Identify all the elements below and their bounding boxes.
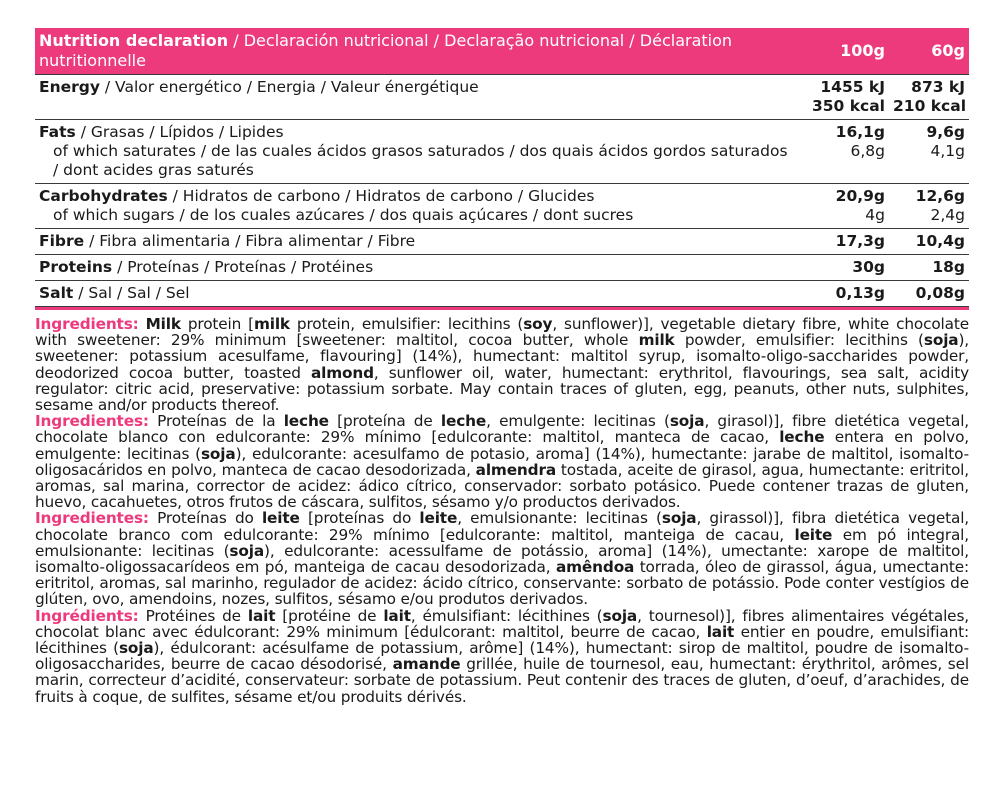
ingredient-text: grillée, huile de tournesol, eau, humectant: érythritol, arômes, sel marin, correcteur d’acidité, conservateur: sorbate de potassium. Peut contenir des traces de gluten, d’oeuf, d’arachides, de fruits à coque, de sulfites, sésame et/ou produits dérivés.: [35, 655, 969, 706]
ingredients-label: Ingredients:: [35, 315, 139, 333]
sugars-label: of which sugars / de los cuales azúcares / dos quais açúcares / dont sucres: [53, 206, 634, 224]
allergen-text: leche: [440, 412, 487, 431]
row-fats: [35, 120, 969, 184]
row-carbohydrates: [35, 184, 969, 229]
allergen-text: leite: [261, 509, 300, 528]
ingredient-text: [proteínas do: [299, 509, 420, 528]
ingredient-text: ), edulcorante: acessulfame de potássio, aroma] (14%), umectante: xarope de maltitol, isomalto-oligossacarídeos em pó, manteiga de cacau desodorizada,: [35, 541, 969, 577]
allergen-text: almond: [310, 363, 374, 382]
allergen-text: milk: [638, 331, 675, 350]
ingredient-text: [protéine de: [275, 606, 384, 625]
column-header-100g: 100g: [797, 28, 889, 75]
allergen-text: soy: [523, 315, 553, 333]
carbohydrates-60g: 12,6g 2,4g: [889, 184, 969, 229]
table-bottom-rule: [35, 307, 969, 310]
salt-60g: 0,08g: [889, 281, 969, 307]
ingredient-text: protein, emulsifier: lecithins (: [289, 315, 524, 333]
nutrition-table: [35, 28, 969, 307]
ingredient-text: , émulsifiant: lécithines (: [410, 606, 603, 625]
allergen-text: soja: [661, 509, 697, 528]
ingredient-text: , girassol)], fibra dietética vegetal, chocolate branco com edulcorante: 29% mínimo [edulcorante: maltitol, manteiga de cacau,: [35, 509, 970, 544]
proteins-label: Proteins / Proteínas / Proteínas / Protéines: [35, 255, 797, 281]
carbohydrates-label: Carbohydrates / Hidratos de carbono / Hidratos de carbono / Glucides of which sugars / de los cuales azúcares / dos quais açúcares / dont sucres: [35, 184, 797, 229]
ingredient-text: entera en polvo, emulgente: lecitinas (: [35, 428, 969, 463]
allergen-text: milk: [253, 315, 290, 333]
ingredient-text: powder, emulsifier: lecithins (: [674, 331, 924, 350]
carbohydrates-100g: 20,9g 4g: [797, 184, 889, 229]
allergen-text: lait: [383, 606, 411, 625]
ingredient-text: torrada, óleo de girassol, água, umectante: eritritol, aromas, sal marinho, regulador de acidez: ácido cítrico, conservante: sorbato de potássio. Pode conter vestígios de glúten, ovo, amendoins, nozes, sulfitos, sésamo e/ou produtos derivados.: [35, 558, 969, 609]
row-fibre: [35, 229, 969, 255]
ingredient-text: [proteína de: [328, 412, 441, 431]
ingredients-label: Ingrédients:: [35, 606, 139, 625]
allergen-text: amêndoa: [555, 558, 635, 577]
allergen-text: soja: [229, 541, 264, 560]
allergen-text: soja: [602, 606, 638, 625]
ingredient-text: Proteínas do: [148, 509, 262, 528]
allergen-text: soja: [118, 639, 154, 658]
ingredient-text: ), édulcorant: acésulfame de potassium, arôme] (14%), humectant: sirop de maltitol, poudre de isomalto-oligosaccharides, beurre de cacao désodorisé,: [35, 639, 970, 674]
column-header-60g: 60g: [889, 28, 969, 75]
energy-60g: 873 kJ 210 kcal: [889, 75, 969, 120]
allergen-text: lait: [706, 622, 735, 641]
proteins-60g: 18g: [889, 255, 969, 281]
ingredient-text: ), sweetener: potassium acesulfame, flavouring] (14%), humectant: maltitol syrup, isomalto-oligo-saccharides powder, deodorized cocoa butter, toasted: [35, 331, 969, 382]
fats-100g: 16,1g 6,8g: [797, 120, 889, 184]
ingredients-pt: [35, 510, 969, 607]
row-proteins: [35, 255, 969, 281]
ingredient-text: , emulsionante: lecitinas (: [457, 509, 662, 528]
energy-100g: 1455 kJ 350 kcal: [797, 75, 889, 120]
allergen-text: soja: [923, 331, 959, 350]
allergen-text: leche: [779, 428, 825, 447]
ingredient-text: , sunflower)], vegetable dietary fibre, white chocolate with sweetener: 29% minimum [sweetener: maltitol, cocoa butter, whole: [35, 315, 969, 350]
ingredient-text: protein [: [180, 315, 254, 333]
allergen-text: almendra: [475, 460, 557, 479]
ingredient-text: , sunflower oil, water, humectant: erythritol, flavourings, sea salt, acidity regulator: citric acid, preservative: potassium sorbate. May contain traces of gluten, egg, peanuts, other nuts, sulphites, sesame and/or products thereof.: [35, 363, 969, 415]
allergen-text: leite: [419, 509, 458, 528]
salt-label: Salt / Sal / Sal / Sel: [35, 281, 797, 307]
allergen-text: leite: [794, 525, 833, 544]
fats-label: Fats / Grasas / Lípidos / Lipides of which saturates / de las cuales ácidos grasos saturados / dos quais ácidos gordos saturados / dont acides gras saturés: [35, 120, 797, 184]
allergen-text: Milk: [145, 315, 181, 333]
proteins-100g: 30g: [797, 255, 889, 281]
ingredient-text: Protéines de: [138, 606, 248, 625]
ingredient-text: Proteínas de la: [148, 412, 284, 431]
ingredients-label: Ingredientes:: [35, 412, 149, 431]
nutrition-label: [35, 28, 969, 705]
ingredients-section: [35, 316, 969, 705]
row-salt: [35, 281, 969, 307]
ingredient-text: em pó integral, emulsionante: lecitinas (: [35, 525, 969, 560]
table-title: Nutrition declaration / Declaración nutricional / Declaração nutricional / Déclaration nutritionnelle: [35, 28, 797, 75]
allergen-text: soja: [200, 444, 236, 463]
saturates-label: of which saturates / de las cuales ácidos grasos saturados / dos quais ácidos gordos saturados / dont acides gras saturés: [53, 142, 788, 179]
fats-60g: 9,6g 4,1g: [889, 120, 969, 184]
allergen-text: leche: [283, 412, 329, 431]
salt-100g: 0,13g: [797, 281, 889, 307]
ingredient-text: , girasol)], fibre dietética vegetal, chocolate blanco con edulcorante: 29% mínimo [edulcorante: maltitol, manteca de cacao,: [35, 412, 970, 447]
ingredient-text: entier en poudre, emulsifiant: lécithines (: [35, 622, 969, 658]
fibre-100g: 17,3g: [797, 229, 889, 255]
table-header-row: [35, 28, 969, 75]
fibre-label: Fibre / Fibra alimentaria / Fibra alimentar / Fibre: [35, 229, 797, 255]
allergen-text: amande: [392, 655, 461, 674]
ingredient-text: tostada, aceite de girasol, agua, humectante: eritritol, aromas, sal marina, corrector de acidez: ádico cítrico, conservador: sorbato potásico. Puede contener trazas de gluten, huevo, cacahuetes, otros frutos de cáscara, sulfitos, sésamo y/o productos derivados.: [35, 460, 969, 512]
ingredient-text: , tournesol)], fibres alimentaires végétales, chocolat blanc avec édulcorant: 29% minimum [édulcorant: maltitol, beurre de cacao,: [35, 606, 969, 641]
row-energy: [35, 75, 969, 120]
ingredients-fr: [35, 608, 969, 705]
ingredients-label: Ingredientes:: [35, 509, 149, 528]
ingredients-en: [35, 316, 969, 413]
energy-label: Energy / Valor energético / Energia / Valeur énergétique: [35, 75, 797, 120]
ingredient-text: , emulgente: lecitinas (: [486, 412, 670, 431]
allergen-text: lait: [247, 606, 276, 625]
ingredients-es: [35, 413, 969, 510]
allergen-text: soja: [669, 412, 705, 431]
ingredient-text: ), edulcorante: acesulfamo de potasio, aroma] (14%), humectante: jarabe de maltitol, isomalto-oligosacáridos en polvo, manteca de cacao desodorizada,: [35, 444, 969, 479]
fibre-60g: 10,4g: [889, 229, 969, 255]
